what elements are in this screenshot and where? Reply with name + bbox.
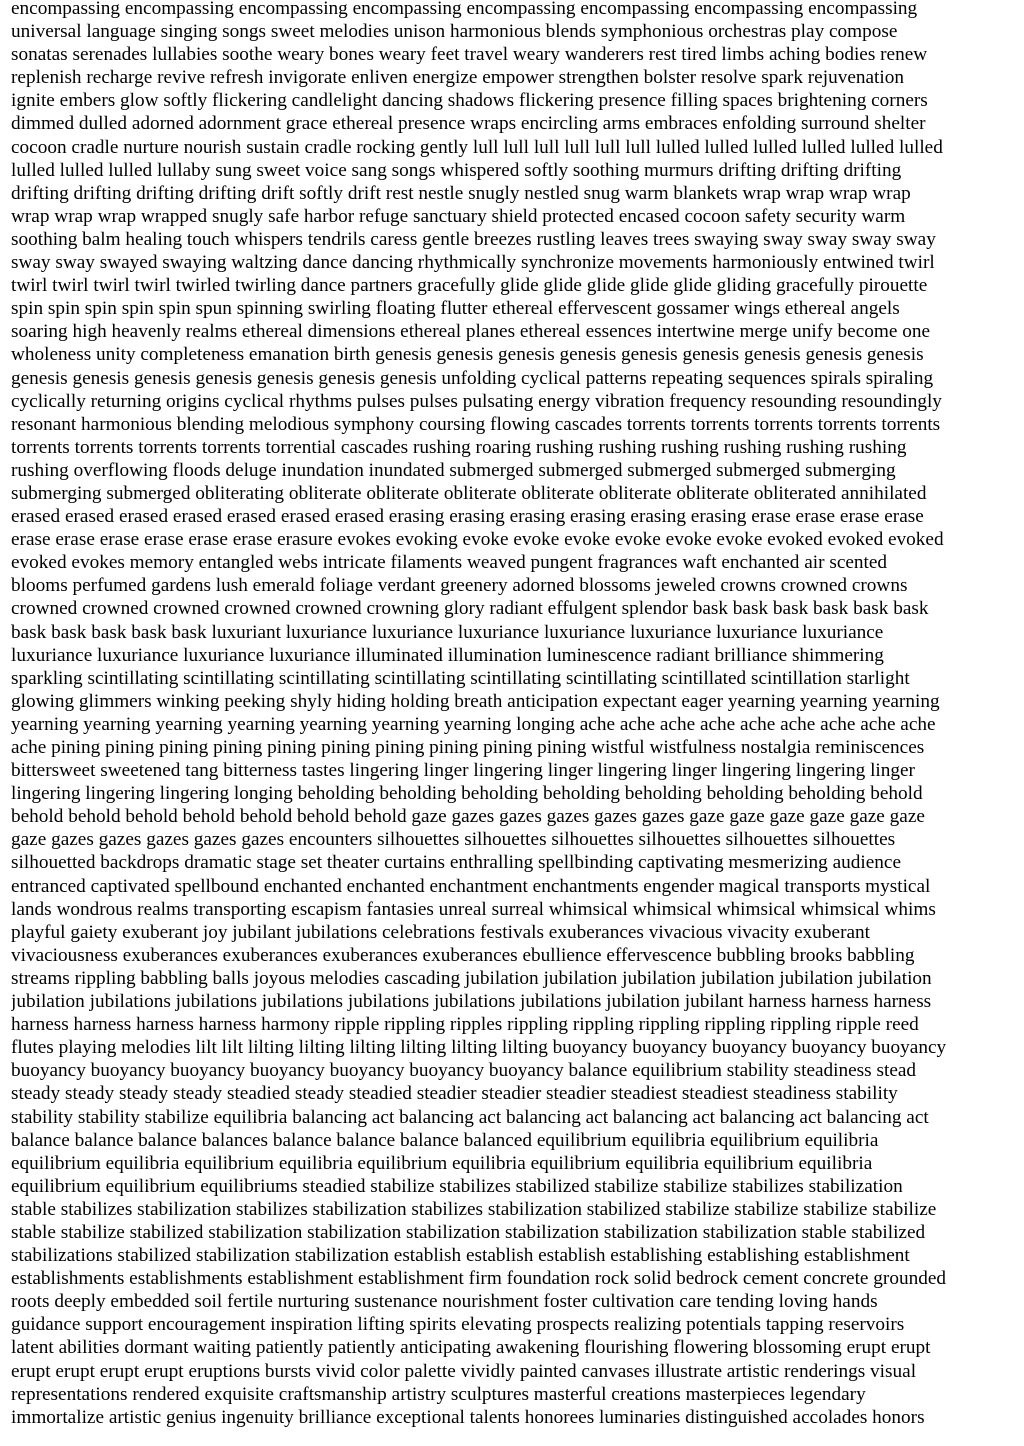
text-line: blooms perfumed gardens lush emerald foliage verdant greenery adorned blossoms jeweled crowns crowned crowns <box>11 575 908 597</box>
text-line: soothing balm healing touch whispers tendrils caress gentle breezes rustling leaves trees swaying sway sway sway sway <box>11 228 936 250</box>
text-line: torrents torrents torrents torrents torrential cascades rushing roaring rushing rushing rushing rushing rushing rushing <box>11 436 907 458</box>
text-line: wrap wrap wrap wrapped snugly safe harbor refuge sanctuary shield protected encased cocoon safety security warm <box>11 205 906 227</box>
text-line: roots deeply embedded soil fertile nurturing sustenance nourishment foster cultivation care tending loving hands <box>11 1291 878 1313</box>
text-line: genesis genesis genesis genesis genesis genesis genesis unfolding cyclical patterns repeating sequences spirals spiraling <box>11 367 934 389</box>
text-line: evoked evokes memory entangled webs intricate filaments weaved pungent fragrances waft enchanted air scented <box>11 552 888 574</box>
text-line: universal language singing songs sweet melodies unison harmonious blends symphonious orchestras play compose <box>11 21 898 43</box>
text-line: encompassing encompassing encompassing encompassing encompassing encompassing encompassing encompassing <box>11 0 918 19</box>
text-line: wholeness unity completeness emanation birth genesis genesis genesis genesis genesis genesis genesis genesis genesis <box>11 344 924 366</box>
text-line: erupt erupt erupt erupt eruptions bursts vivid color palette vividly painted canvases illustrate artistic renderings visual <box>11 1360 917 1382</box>
text-line: stabilizations stabilized stabilization stabilization establish establish establish establishing establishing establishment <box>11 1245 910 1267</box>
text-line: sparkling scintillating scintillating scintillating scintillating scintillating scintillating scintillated scintillation starlight <box>11 667 910 689</box>
text-line: behold behold behold behold behold behold behold gaze gazes gazes gazes gazes gazes gaze gaze gaze gaze gaze gaze <box>11 806 925 828</box>
text-line: streams rippling babbling balls joyous melodies cascading jubilation jubilation jubilation jubilation jubilation jubilation <box>11 967 932 989</box>
text-line: dimmed dulled adorned adornment grace ethereal presence wraps encircling arms embraces enfolding surround shelter <box>11 113 926 135</box>
text-line: ache pining pining pining pining pining pining pining pining pining pining wistful wistfulness nostalgia reminiscences <box>11 737 925 758</box>
text-line: yearning yearning yearning yearning yearning yearning yearning longing ache ache ache ache ache ache ache ache ache <box>11 713 936 735</box>
text-line: glowing glimmers winking peeking shyly hiding holding breath anticipation expectant eager yearning yearning yearning <box>11 690 940 712</box>
text-line: resonant harmonious blending melodious symphony coursing flowing cascades torrents torrents torrents torrents torrents <box>11 413 941 435</box>
text-line: lingering lingering lingering longing beholding beholding beholding beholding beholding beholding beholding behold <box>11 783 923 805</box>
text-line: harness harness harness harness harmony ripple rippling ripples rippling rippling rippling rippling rippling ripple reed <box>11 1014 919 1036</box>
text-line: stable stabilize stabilized stabilization stabilization stabilization stabilization stabilization stabilization stable stabilized <box>11 1221 926 1243</box>
text-line: equilibrium equilibria equilibrium equilibria equilibrium equilibria equilibrium equilibria equilibrium equilibria <box>11 1152 873 1174</box>
text-line: bask bask bask bask bask luxuriant luxuriance luxuriance luxuriance luxuriance luxuriance luxuriance luxuriance <box>11 621 884 643</box>
document-body <box>11 0 1021 1429</box>
text-line: sonatas serenades lullabies soothe weary bones weary feet travel weary wanderers rest tired limbs aching bodies renew <box>11 44 928 66</box>
text-line: buoyancy buoyancy buoyancy buoyancy buoyancy buoyancy buoyancy balance equilibrium stability steadiness stead <box>11 1060 917 1082</box>
text-line: ignite embers glow softly flickering candlelight dancing shadows flickering presence filling spaces brightening corners <box>11 90 928 112</box>
text-line: equilibrium equilibrium equilibriums steadied stabilize stabilizes stabilized stabilize stabilize stabilizes stabilization <box>11 1175 903 1197</box>
text-line: immortalize artistic genius ingenuity brilliance exceptional talents honorees luminaries distinguished accolades honors <box>11 1406 925 1428</box>
text-line: flutes playing melodies lilt lilt lilting lilting lilting lilting lilting lilting buoyancy buoyancy buoyancy buoyancy buoyancy <box>11 1037 947 1059</box>
text-line: soaring high heavenly realms ethereal dimensions ethereal planes ethereal essences intertwine merge unify become one <box>11 321 931 343</box>
text-line: stability stability stabilize equilibria balancing act balancing act balancing act balancing act balancing act balancing act <box>11 1106 929 1128</box>
text-line: latent abilities dormant waiting patiently patiently anticipating awakening flourishing flowering blossoming erupt erupt <box>11 1337 931 1359</box>
text-line: lands wondrous realms transporting escapism fantasies unreal surreal whimsical whimsical whimsical whimsical whims <box>11 898 936 920</box>
text-line: representations rendered exquisite craftsmanship artistry sculptures masterful creations masterpieces legendary <box>11 1383 866 1405</box>
text-line: cyclically returning origins cyclical rhythms pulses pulses pulsating energy vibration frequency resounding resoundingly <box>11 390 942 412</box>
text-line: submerging submerged obliterating obliterate obliterate obliterate obliterate obliterate obliterate obliterated annihilated <box>11 482 927 504</box>
text-line: spin spin spin spin spin spun spinning swirling floating flutter ethereal effervescent gossamer wings ethereal angels <box>11 298 900 320</box>
text-line: steady steady steady steady steadied steady steadied steadier steadier steadier steadiest steadiest steadiness stability <box>11 1083 898 1105</box>
text-line: balance balance balance balances balance balance balance balanced equilibrium equilibria equilibrium equilibria <box>11 1129 879 1151</box>
text-line: twirl twirl twirl twirl twirled twirling dance partners gracefully glide glide glide glide glide gliding gracefully pirouette <box>11 275 928 297</box>
text-line: rushing overflowing floods deluge inundation inundated submerged submerged submerged submerged submerging <box>11 459 896 481</box>
text-line: establishments establishments establishment establishment firm foundation rock solid bedrock cement concrete grounded <box>11 1268 946 1290</box>
text-line: crowned crowned crowned crowned crowned crowning glory radiant effulgent splendor bask bask bask bask bask bask <box>11 598 929 620</box>
text-line: luxuriance luxuriance luxuriance luxuriance illuminated illumination luminescence radiant brilliance shimmering <box>11 644 884 666</box>
text-line: vivaciousness exuberances exuberances exuberances exuberances ebullience effervescence bubbling brooks babbling <box>11 944 915 966</box>
text-line: bittersweet sweetened tang bitterness tastes lingering linger lingering linger lingering linger lingering lingering linger <box>11 760 915 782</box>
text-line: silhouetted backdrops dramatic stage set theater curtains enthralling spellbinding captivating mesmerizing audience <box>11 852 902 874</box>
text-line: replenish recharge revive refresh invigorate enliven energize empower strengthen bolster resolve spark rejuvenation <box>11 67 904 89</box>
text-line: guidance support encouragement inspiration lifting spirits elevating prospects realizing potentials tapping reservoirs <box>11 1314 905 1336</box>
text-line: sway sway swayed swaying waltzing dance dancing rhythmically synchronize movements harmoniously entwined twirl <box>11 252 935 274</box>
text-line: erased erased erased erased erased erased erased erasing erasing erasing erasing erasing erasing erase erase erase erase <box>11 506 924 528</box>
text-line: playful gaiety exuberant joy jubilant jubilations celebrations festivals exuberances vivacious vivacity exuberant <box>11 921 871 943</box>
text-line: lulled lulled lulled lullaby sung sweet voice sang songs whispered softly soothing murmurs drifting drifting drifting <box>11 159 902 181</box>
text-line: drifting drifting drifting drifting drift softly drift rest nestle snugly nestled snug warm blankets wrap wrap wrap wrap <box>11 182 911 204</box>
text-line: jubilation jubilations jubilations jubilations jubilations jubilations jubilations jubilation jubilant harness harness harness <box>11 991 932 1013</box>
text-line: erase erase erase erase erase erase erasure evokes evoking evoke evoke evoke evoke evoke evoke evoked evoked evoked <box>11 529 944 551</box>
text-line: entranced captivated spellbound enchanted enchanted enchantment enchantments engender magical transports mystical <box>11 875 931 897</box>
text-line: gaze gazes gazes gazes gazes gazes encounters silhouettes silhouettes silhouettes silhouettes silhouettes silhouettes <box>11 829 896 851</box>
text-line: cocoon cradle nurture nourish sustain cradle rocking gently lull lull lull lull lull lull lulled lulled lulled lulled lulled lulled <box>11 136 943 158</box>
text-line: stable stabilizes stabilization stabilizes stabilization stabilizes stabilization stabilized stabilize stabilize stabilize stabilize <box>11 1198 937 1220</box>
